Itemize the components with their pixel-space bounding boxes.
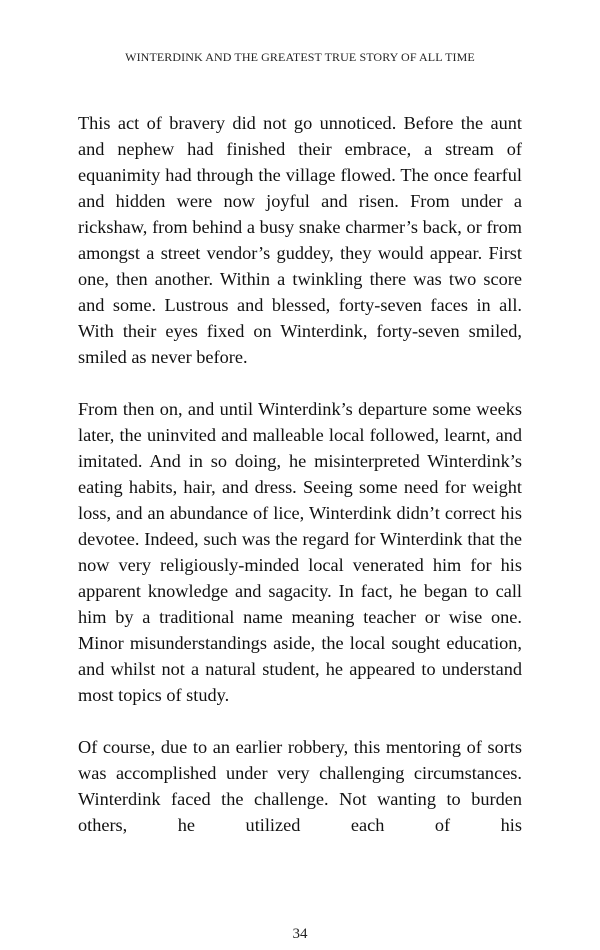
paragraph-2: From then on, and until Winterdink’s departure some weeks later, the uninvited and malleable local followed, learnt, and imitated. And in so doing, he misinterpreted Winterdink’s eating habits, hair, and dress. Seeing some need for weight loss, and an abundance of lice, Winterdink didn’t correct his devotee. Indeed, such was the regard for Winterdink that the now very religiously-minded local venerated him for his apparent knowledge and sagacity. In fact, he began to call him by a traditional name meaning teacher or wise one. Minor misunderstandings aside, the local sought education, and whilst not a natural student, he appeared to understand most topics of study. <box>78 399 522 705</box>
running-head: WINTERDINK AND THE GREATEST TRUE STORY OF ALL TIME <box>125 50 475 64</box>
paragraph-3: Of course, due to an earlier robbery, this mentoring of sorts was accomplished under very challenging circumstances. Winterdink faced the challenge. Not wanting to burden others, he utilized each of his <box>78 737 522 835</box>
body-text <box>78 110 522 864</box>
page-number: 34 <box>292 926 308 942</box>
paragraph-1: This act of bravery did not go unnoticed. Before the aunt and nephew had finished their embrace, a stream of equanimity had through the village flowed. The once fearful and hidden were now joyful and risen. From under a rickshaw, from behind a busy snake charmer’s back, or from amongst a street vendor’s guddey, they would appear. First one, then another. Within a twinkling there was two score and some. Lustrous and blessed, forty-seven faces in all. With their eyes fixed on Winterdink, forty-seven smiled, smiled as never before. <box>78 113 522 367</box>
